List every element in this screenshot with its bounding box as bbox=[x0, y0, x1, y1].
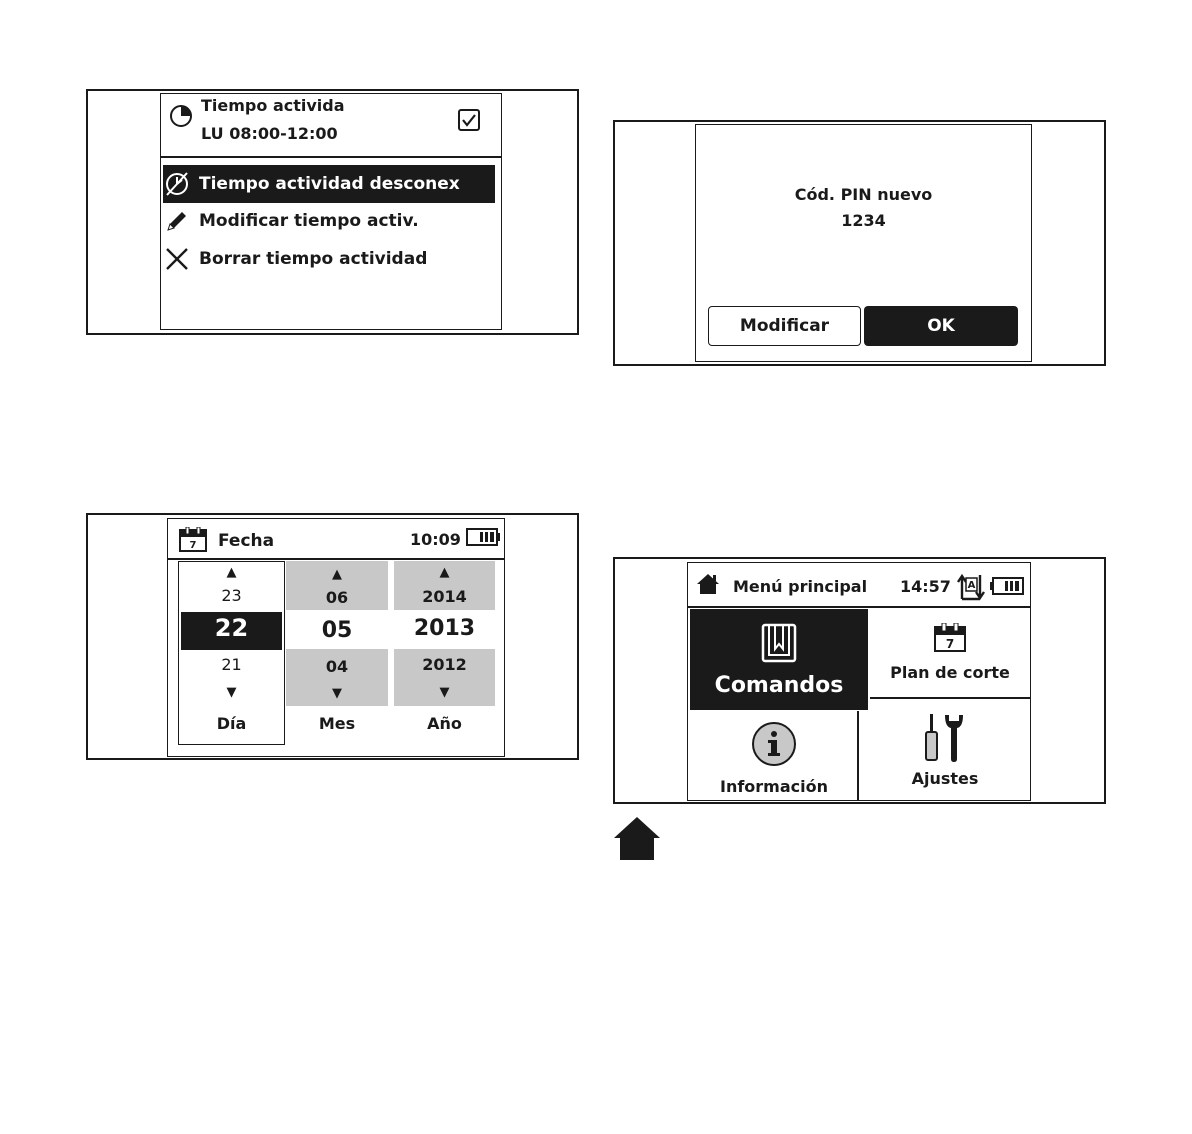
calendar-icon bbox=[933, 623, 967, 653]
tile-cutting-plan[interactable] bbox=[870, 609, 1030, 699]
clock-off-icon bbox=[163, 170, 191, 198]
menu-item-delete[interactable] bbox=[163, 240, 495, 278]
month-up-arrow[interactable]: ▲ bbox=[332, 567, 342, 582]
day-picker[interactable] bbox=[178, 561, 285, 745]
tile-information[interactable] bbox=[690, 713, 858, 801]
checkbox-checked-icon[interactable] bbox=[457, 108, 481, 132]
header-divider bbox=[688, 606, 1030, 608]
tools-icon bbox=[923, 713, 967, 763]
day-above: 23 bbox=[221, 586, 242, 605]
home-icon bbox=[613, 816, 661, 861]
book-icon bbox=[761, 623, 797, 663]
tile-settings[interactable] bbox=[860, 713, 1030, 801]
menu-item-label: Modificar tiempo activ. bbox=[199, 211, 419, 231]
screen-active-time bbox=[160, 93, 502, 330]
battery-icon bbox=[466, 528, 500, 546]
pin-value: 1234 bbox=[841, 211, 886, 230]
tile-settings-label: Ajustes bbox=[911, 769, 979, 788]
year-current: 2013 bbox=[413, 616, 476, 641]
calendar-icon bbox=[178, 527, 208, 553]
day-below: 21 bbox=[221, 655, 242, 674]
battery-icon bbox=[990, 577, 1024, 595]
active-time-title: Tiempo activida bbox=[201, 96, 345, 115]
screen-date bbox=[167, 518, 505, 757]
day-down-arrow[interactable]: ▼ bbox=[226, 685, 237, 700]
year-up-arrow[interactable]: ▲ bbox=[439, 565, 450, 580]
menu-item-label: Tiempo actividad desconex bbox=[199, 174, 460, 194]
clock-time: 14:57 bbox=[900, 577, 951, 596]
day-up-arrow[interactable]: ▲ bbox=[226, 565, 237, 580]
tile-plan-label: Plan de corte bbox=[890, 663, 1010, 682]
year-below: 2012 bbox=[422, 655, 467, 674]
menu-item-label: Borrar tiempo actividad bbox=[199, 249, 428, 269]
year-picker[interactable] bbox=[394, 561, 495, 751]
menu-item-deactivate[interactable] bbox=[163, 165, 495, 203]
panel-active-time bbox=[86, 89, 579, 335]
svg-text:A: A bbox=[967, 580, 976, 591]
calendar-day-number: 7 bbox=[945, 637, 955, 651]
active-time-schedule: LU 08:00-12:00 bbox=[201, 124, 338, 143]
year-down-arrow[interactable]: ▼ bbox=[439, 685, 450, 700]
month-below: 04 bbox=[325, 657, 349, 676]
home-icon bbox=[696, 573, 720, 595]
svg-text:7: 7 bbox=[189, 540, 197, 551]
clock-time: 10:09 bbox=[410, 530, 461, 549]
year-label: Año bbox=[427, 714, 462, 733]
modify-button[interactable]: Modificar bbox=[708, 306, 861, 346]
month-picker[interactable] bbox=[286, 561, 388, 751]
screen-pin-code bbox=[695, 124, 1032, 362]
auto-mode-icon bbox=[956, 573, 986, 601]
info-icon bbox=[751, 721, 797, 767]
month-down-arrow[interactable]: ▼ bbox=[332, 686, 342, 701]
clock-icon bbox=[169, 104, 193, 128]
date-title: Fecha bbox=[218, 531, 275, 551]
screen-main-menu bbox=[687, 562, 1031, 801]
panel-main-menu bbox=[613, 557, 1106, 804]
tile-commands[interactable] bbox=[690, 609, 868, 710]
pencil-icon bbox=[163, 207, 191, 235]
year-above: 2014 bbox=[422, 587, 467, 606]
divider bbox=[161, 156, 501, 158]
panel-date bbox=[86, 513, 579, 760]
month-current: 05 bbox=[321, 618, 353, 643]
menu-item-modify[interactable] bbox=[163, 202, 495, 240]
month-above: 06 bbox=[325, 588, 349, 607]
tile-commands-label: Comandos bbox=[714, 673, 844, 698]
header-divider bbox=[168, 558, 504, 560]
pin-label: Cód. PIN nuevo bbox=[794, 185, 933, 204]
month-label: Mes bbox=[318, 714, 356, 733]
ok-button[interactable]: OK bbox=[864, 306, 1018, 346]
divider bbox=[870, 697, 1030, 699]
close-icon bbox=[163, 245, 191, 273]
day-current: 22 bbox=[214, 614, 249, 642]
panel-pin-code bbox=[613, 120, 1106, 366]
main-menu-title: Menú principal bbox=[733, 577, 868, 596]
tile-info-label: Información bbox=[719, 777, 828, 796]
day-label: Día bbox=[216, 714, 247, 733]
divider bbox=[857, 711, 859, 801]
